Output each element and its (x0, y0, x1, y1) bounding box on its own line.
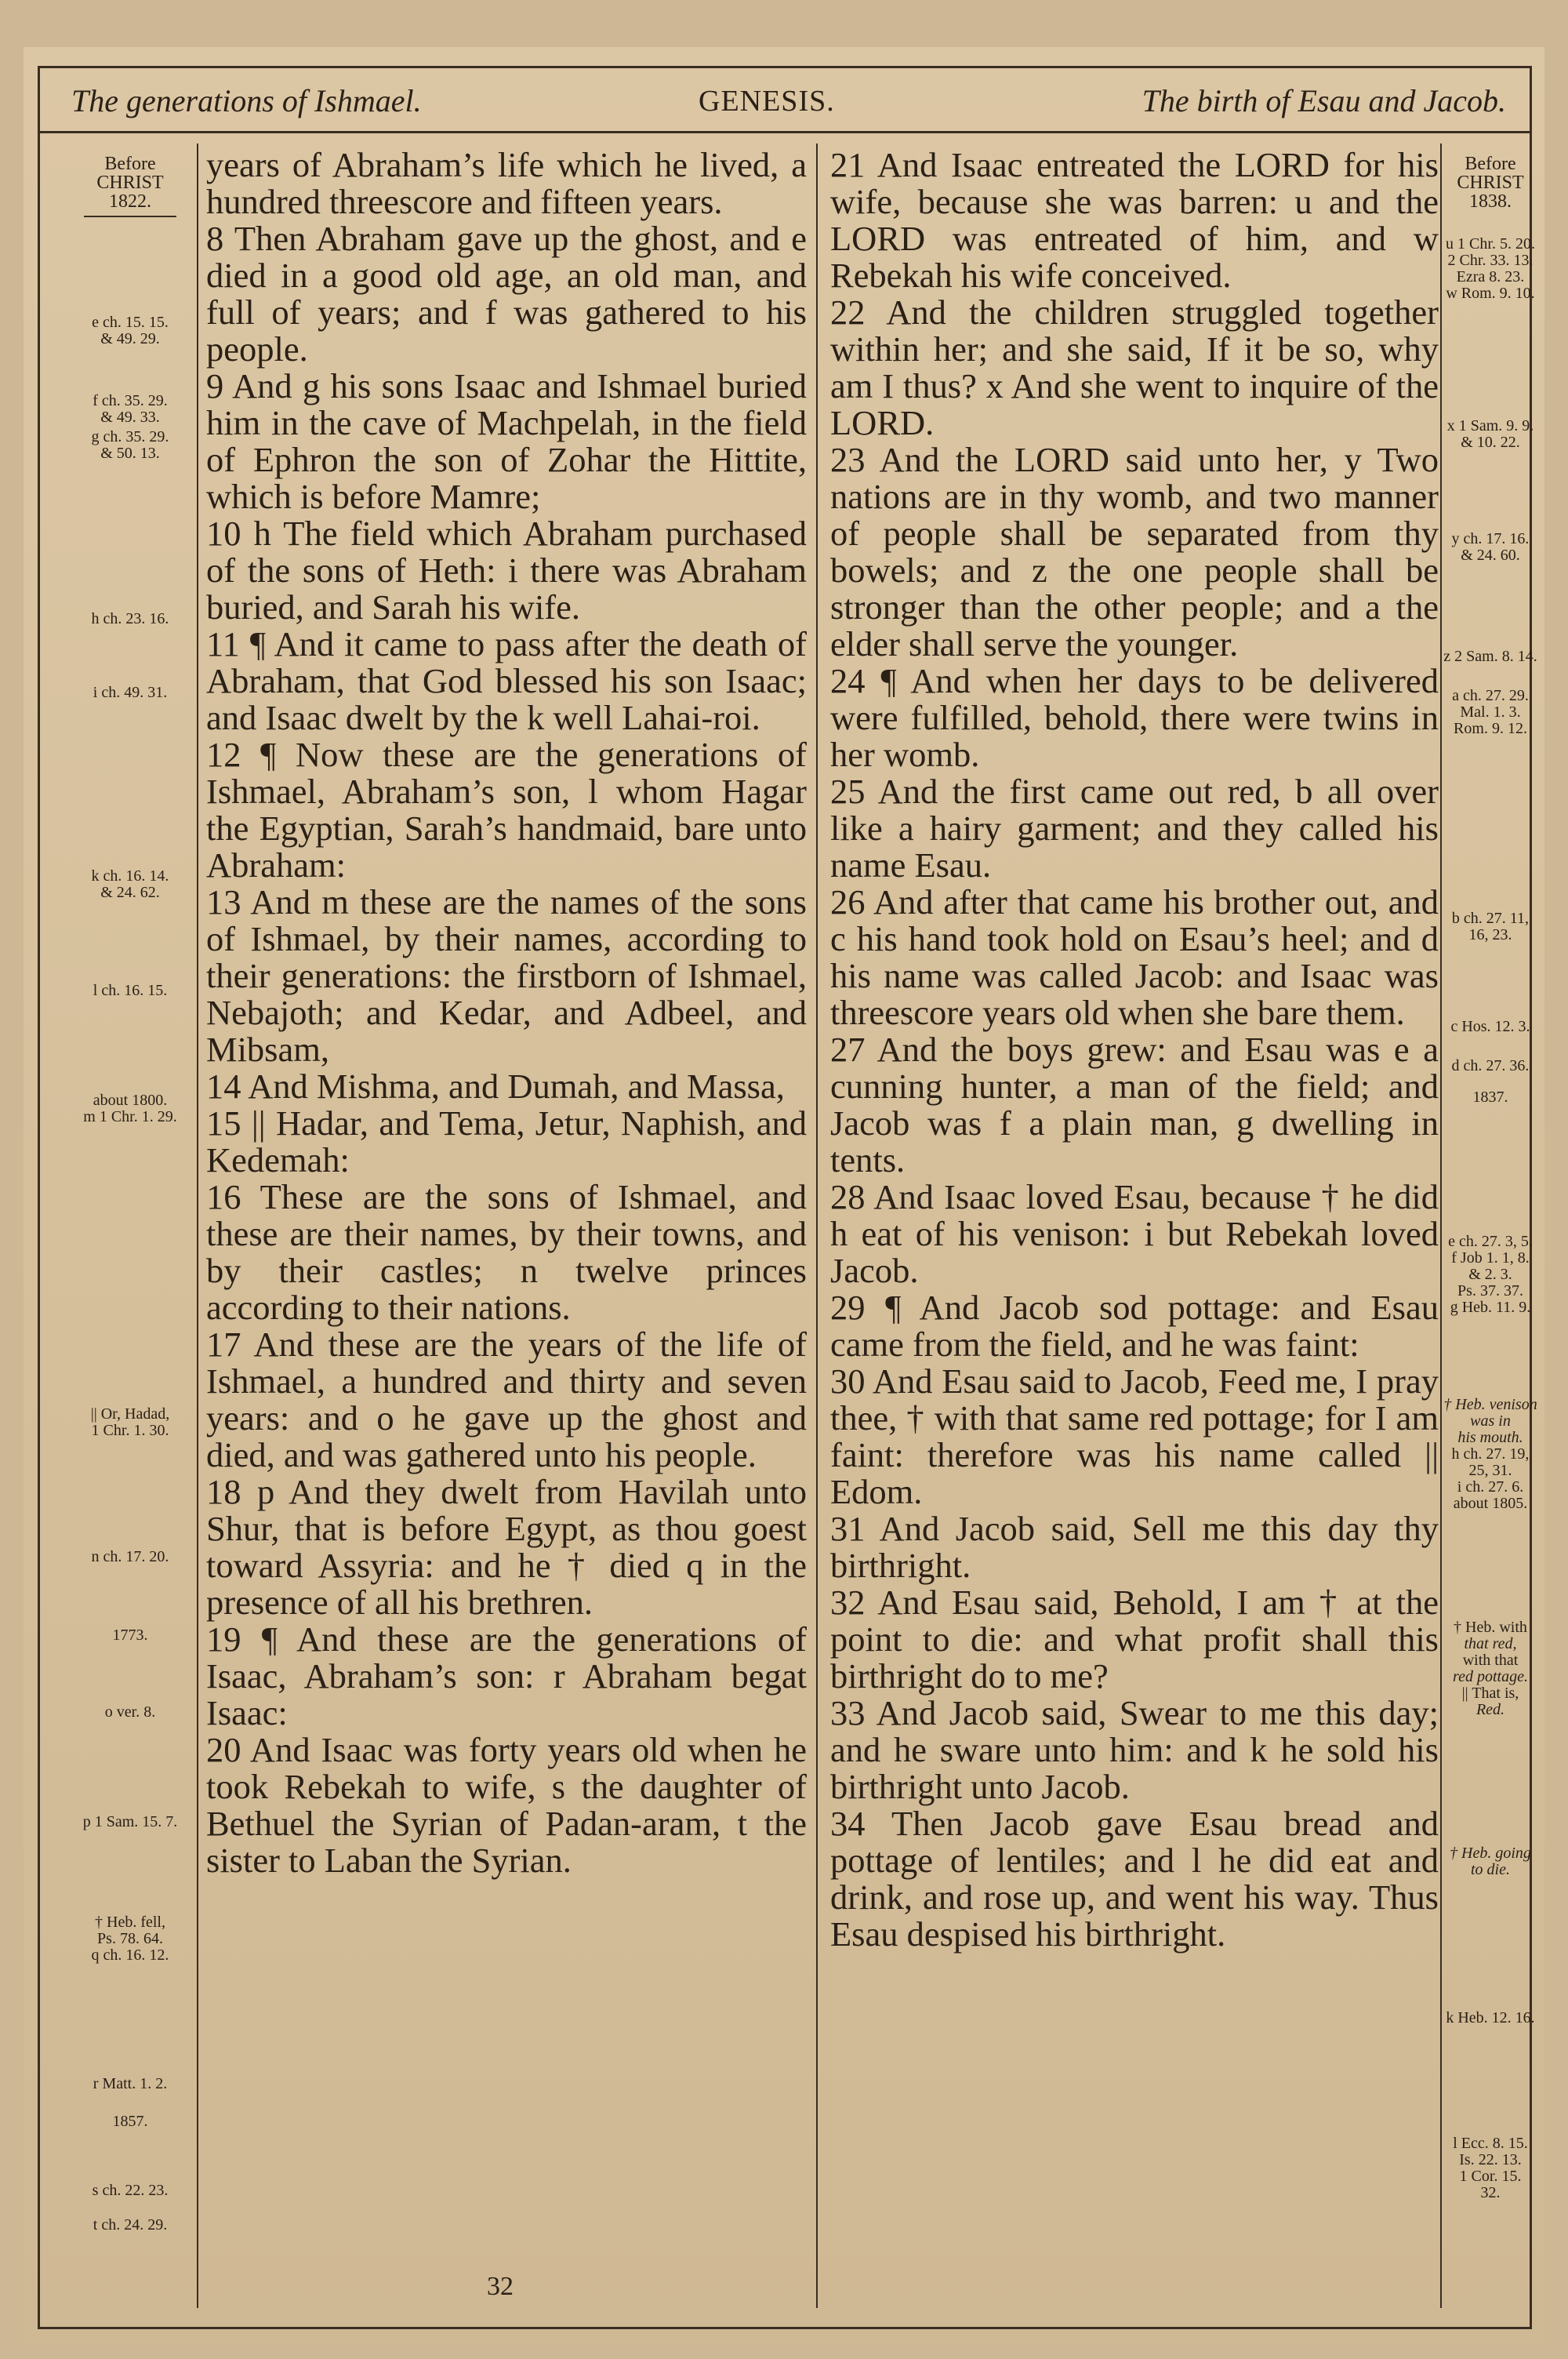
verse: 27 And the boys grew: and Esau was e a cunning hunter, a man of the field; and Jacob was f a plain man, g dwelling in tents. (830, 1030, 1439, 1180)
verse: 20 And Isaac was forty years old when he took Rebekah to wife, s the daughter of Bethuel the Syrian of Padan-aram, t the sister to Laban the Syrian. (206, 1730, 807, 1880)
verse: 25 And the first came out red, b all over like a hairy garment; and they called his name Esau. (830, 772, 1439, 885)
margin-note: f ch. 35. 29. & 49. 33. (93, 392, 168, 426)
verse: 11 ¶ And it came to pass after the death of Abraham, that God blessed his son Isaac; and Isaac dwelt by the k well Lahai-roi. (206, 624, 807, 737)
margin-note: i ch. 49. 31. (93, 684, 168, 701)
margin-note: r Matt. 1. 2. (93, 2075, 168, 2092)
margin-note: 1837. (1472, 1089, 1508, 1106)
verse: 14 And Mishma, and Dumah, and Massa, (206, 1067, 785, 1106)
verse: 10 h The field which Abraham purchased of the sons of Heth: i there was Abraham buried, and Sarah his wife. (206, 514, 807, 627)
verse: 8 Then Abraham gave up the ghost, and e died in a good old age, an old man, and full of years; and f was gathered to his people. (206, 219, 807, 369)
margin-note: c Hos. 12. 3. (1450, 1018, 1530, 1035)
margin-note: † Heb. venison was in his mouth. h ch. 27. 19, 25, 31. i ch. 27. 6. about 1805. (1443, 1396, 1537, 1512)
right-margin-head: Before CHRIST 1838. (1457, 154, 1524, 212)
verse: 28 And Isaac loved Esau, because † he did h eat of his venison: i but Rebekah loved Jacob. (830, 1177, 1439, 1290)
left-text-column (206, 147, 807, 1879)
margin-note: l ch. 16. 15. (93, 982, 168, 999)
right-text-column (830, 147, 1439, 1953)
left-margin-notes (71, 68, 189, 2311)
verse: 23 And the LORD said unto her, y Two nations are in thy womb, and two manner of people shall be separated from thy bowels; and z the one people shall be stronger than the other people; and a the elder shall serve the younger. (830, 440, 1439, 663)
verse: 21 And Isaac entreated the LORD for his wife, because she was barren: u and the LORD was entreated of him, and w Rebekah his wife conceived. (830, 145, 1439, 295)
verse: 32 And Esau said, Behold, I am † at the point to die: and what profit shall this birthright do to me? (830, 1583, 1439, 1696)
verse: 18 p And they dwelt from Havilah unto Shur, that is before Egypt, as thou goest toward Assyria: and he † died q in the presence of all his brethren. (206, 1472, 807, 1622)
margin-note: d ch. 27. 36. (1451, 1057, 1530, 1074)
verse: 26 And after that came his brother out, and c his hand took hold on Esau’s heel; and d his name was called Jacob: and Isaac was threescore years old when she bare them. (830, 882, 1439, 1032)
verse: 12 ¶ Now these are the generations of Ishmael, Abraham’s son, l whom Hagar the Egyptian, Sarah’s handmaid, bare unto Abraham: (206, 735, 807, 885)
verse: 13 And m these are the names of the sons of Ishmael, by their names, according to their generations: the firstborn of Ishmael, Nebajoth; and Kedar, and Adbeel, and Mibsam, (206, 882, 807, 1069)
page-frame (38, 66, 1537, 2329)
verse: 19 ¶ And these are the generations of Isaac, Abraham’s son: r Abraham begat Isaac: (206, 1619, 807, 1732)
verse: 24 ¶ And when her days to be delivered were fulfilled, behold, there were twins in her womb. (830, 661, 1439, 774)
margin-note: z 2 Sam. 8. 14. (1443, 648, 1537, 665)
margin-note: u 1 Chr. 5. 20. 2 Chr. 33. 13. Ezra 8. 23. w Rom. 9. 10. (1446, 235, 1535, 302)
margin-note: about 1800. m 1 Chr. 1. 29. (83, 1092, 177, 1125)
margin-note: † Heb. fell, Ps. 78. 64. q ch. 16. 12. (91, 1914, 169, 1964)
margin-note: e ch. 27. 3, 5. f Job 1. 1, 8. & 2. 3. Ps. 37. 37. g Heb. 11. 9. (1448, 1233, 1533, 1316)
verse: 31 And Jacob said, Sell me this day thy birthright. (830, 1509, 1439, 1585)
verse: 29 ¶ And Jacob sod pottage: and Esau came from the field, and he was faint: (830, 1288, 1439, 1364)
page-number: 32 (487, 2272, 514, 2301)
margin-note: 1857. (112, 2113, 148, 2130)
header-left: The generations of Ishmael. (71, 83, 422, 118)
right-margin-rule (1440, 144, 1442, 2308)
margin-note: h ch. 23. 16. (91, 610, 169, 627)
margin-note: p 1 Sam. 15. 7. (82, 1813, 178, 1830)
verse: 16 These are the sons of Ishmael, and these are their names, by their towns, and by their castles; n twelve princes according to their nations. (206, 1177, 807, 1327)
margin-note: a ch. 27. 29. Mal. 1. 3. Rom. 9. 12. (1452, 687, 1529, 737)
header-right: The birth of Esau and Jacob. (1142, 83, 1506, 118)
verse: years of Abraham’s life which he lived, a hundred threescore and fifteen years. (206, 145, 807, 221)
margin-note: 1773. (112, 1627, 148, 1644)
left-margin-head: Before CHRIST 1822. (71, 154, 189, 217)
bible-page (24, 47, 1544, 2345)
margin-note: † Heb. going to die. (1450, 1845, 1531, 1878)
margin-note: b ch. 27. 11, 16, 23. (1451, 910, 1530, 943)
margin-note: g ch. 35. 29. & 50. 13. (91, 428, 169, 462)
margin-note: t ch. 24. 29. (93, 2216, 168, 2234)
margin-note: n ch. 17. 20. (91, 1548, 169, 1565)
verse: 34 Then Jacob gave Esau bread and pottage of lentiles; and l he did eat and drink, and rose up, and went his way. Thus Esau despised his birthright. (830, 1804, 1439, 1954)
margin-note: y ch. 17. 16. & 24. 60. (1451, 530, 1530, 564)
verse: 9 And g his sons Isaac and Ishmael buried him in the cave of Machpelah, in the field of Ephron the son of Zohar the Hittite, which is before Mamre; (206, 366, 807, 516)
header-book: GENESIS. (699, 85, 835, 118)
margin-note: o ver. 8. (104, 1703, 156, 1721)
margin-note: l Ecc. 8. 15. Is. 22. 13. 1 Cor. 15. 32. (1453, 2135, 1528, 2201)
right-margin-notes (1443, 68, 1537, 2311)
margin-note: k ch. 16. 14. & 24. 62. (91, 867, 169, 901)
verse: 15 || Hadar, and Tema, Jetur, Naphish, and Kedemah: (206, 1103, 807, 1180)
left-margin-rule (197, 144, 198, 2308)
margin-note: s ch. 22. 23. (92, 2182, 169, 2199)
margin-note: † Heb. with that red, with that red pottage. || That is, Red. (1453, 1619, 1528, 1718)
verse: 22 And the children struggled together within her; and she said, If it be so, why am I thus? x And she went to inquire of the LORD. (830, 293, 1439, 442)
margin-note: || Or, Hadad, 1 Chr. 1. 30. (90, 1405, 170, 1439)
running-header (40, 68, 1530, 133)
verse: 17 And these are the years of the life of Ishmael, a hundred and thirty and seven years: and o he gave up the ghost and died, and was gathered unto his people. (206, 1325, 807, 1474)
center-rule (816, 144, 818, 2308)
margin-note: k Heb. 12. 16. (1446, 2009, 1535, 2026)
verse: 33 And Jacob said, Swear to me this day; and he sware unto him: and k he sold his birthright unto Jacob. (830, 1693, 1439, 1806)
margin-note: e ch. 15. 15. & 49. 29. (92, 314, 169, 347)
margin-note: x 1 Sam. 9. 9. & 10. 22. (1446, 417, 1534, 451)
verse: 30 And Esau said to Jacob, Feed me, I pray thee, † with that same red pottage; for I am faint: therefore was his name called || Edom. (830, 1361, 1439, 1511)
